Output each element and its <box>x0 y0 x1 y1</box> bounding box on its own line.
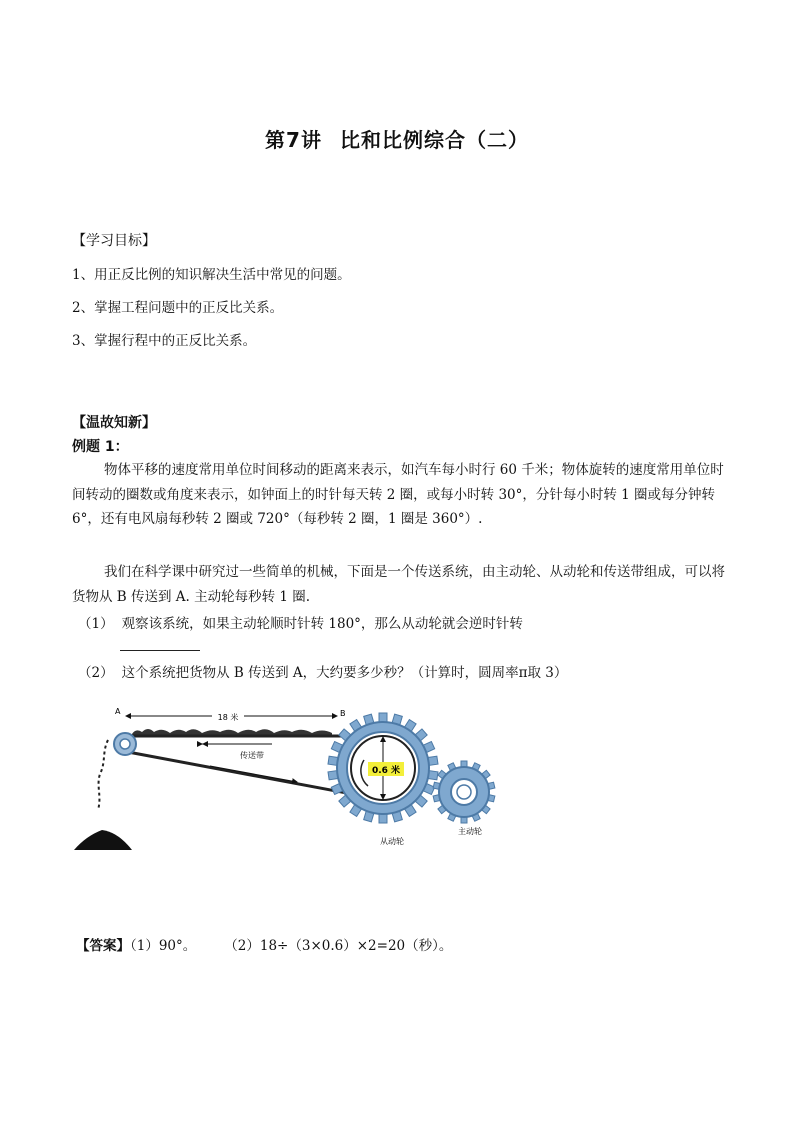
answer-blank <box>120 650 200 651</box>
example-paragraph-2 <box>72 560 732 609</box>
objective-item: 2、掌握工程问题中的正反比关系。 <box>72 300 284 316</box>
answer-label: 【答案】 <box>76 938 130 954</box>
question-number: （1） <box>78 616 114 632</box>
question-text: 观察该系统，如果主动轮顺时针转 180°，那么从动轮就会逆时针转 <box>121 616 523 632</box>
distance-label: 18 米 <box>217 713 239 722</box>
page-title <box>0 124 794 153</box>
label-b: B <box>340 709 346 718</box>
belt-label: 传送带 <box>240 751 264 760</box>
objective-item: 3、掌握行程中的正反比关系。 <box>72 333 257 349</box>
question-1 <box>78 612 523 632</box>
driven-gear <box>328 713 438 823</box>
question-2 <box>78 661 567 681</box>
answer-part-2: （2）18÷（3×0.6）×2=20（秒）。 <box>224 938 453 954</box>
question-number: （2） <box>78 665 114 681</box>
paragraph-text: 物体平移的速度常用单位时间移动的距离来表示，如汽车每小时行 60 千米；物体旋转的速度常用单位时间转动的圈数或角度来表示，如钟面上的时针每天转 2 圈，或每小时转 30°，分针每小时转 1 圈或每分钟转 6°，还有电风扇每秒转 2 圈或 720°（每秒转 2 圈，1 圈是 360°）. <box>72 462 724 527</box>
objectives-heading: 【学习目标】 <box>72 233 156 249</box>
conveyor-diagram <box>72 700 512 860</box>
objective-item: 1、用正反比例的知识解决生活中常见的问题。 <box>72 267 351 283</box>
falling-goods-trail <box>98 740 108 810</box>
question-text: 这个系统把货物从 B 传送到 A，大约要多少秒？（计算时，圆周率π取 3） <box>121 665 568 681</box>
example-paragraph-1 <box>72 458 732 532</box>
driven-wheel-label: 从动轮 <box>380 837 404 846</box>
answer-part-1: （1）90°。 <box>130 938 197 954</box>
driver-gear <box>433 761 495 823</box>
answer-line <box>76 934 452 954</box>
driver-wheel-label: 主动轮 <box>458 827 482 836</box>
lecture-number: 第7讲 <box>265 128 322 152</box>
diameter-label: 0.6 米 <box>371 766 401 776</box>
paragraph-text: 我们在科学课中研究过一些简单的机械，下面是一个传送系统，由主动轮、从动轮和传送带组成，可以将货物从 B 传送到 A. 主动轮每秒转 1 圈. <box>72 564 725 605</box>
lecture-topic: 比和比例综合（二） <box>339 128 529 152</box>
goods-pile <box>74 830 132 850</box>
belt-motion-arrow <box>210 766 297 782</box>
review-heading: 【温故知新】 <box>72 415 156 431</box>
example-label: 例题 1： <box>72 439 129 455</box>
label-a: A <box>115 707 121 716</box>
